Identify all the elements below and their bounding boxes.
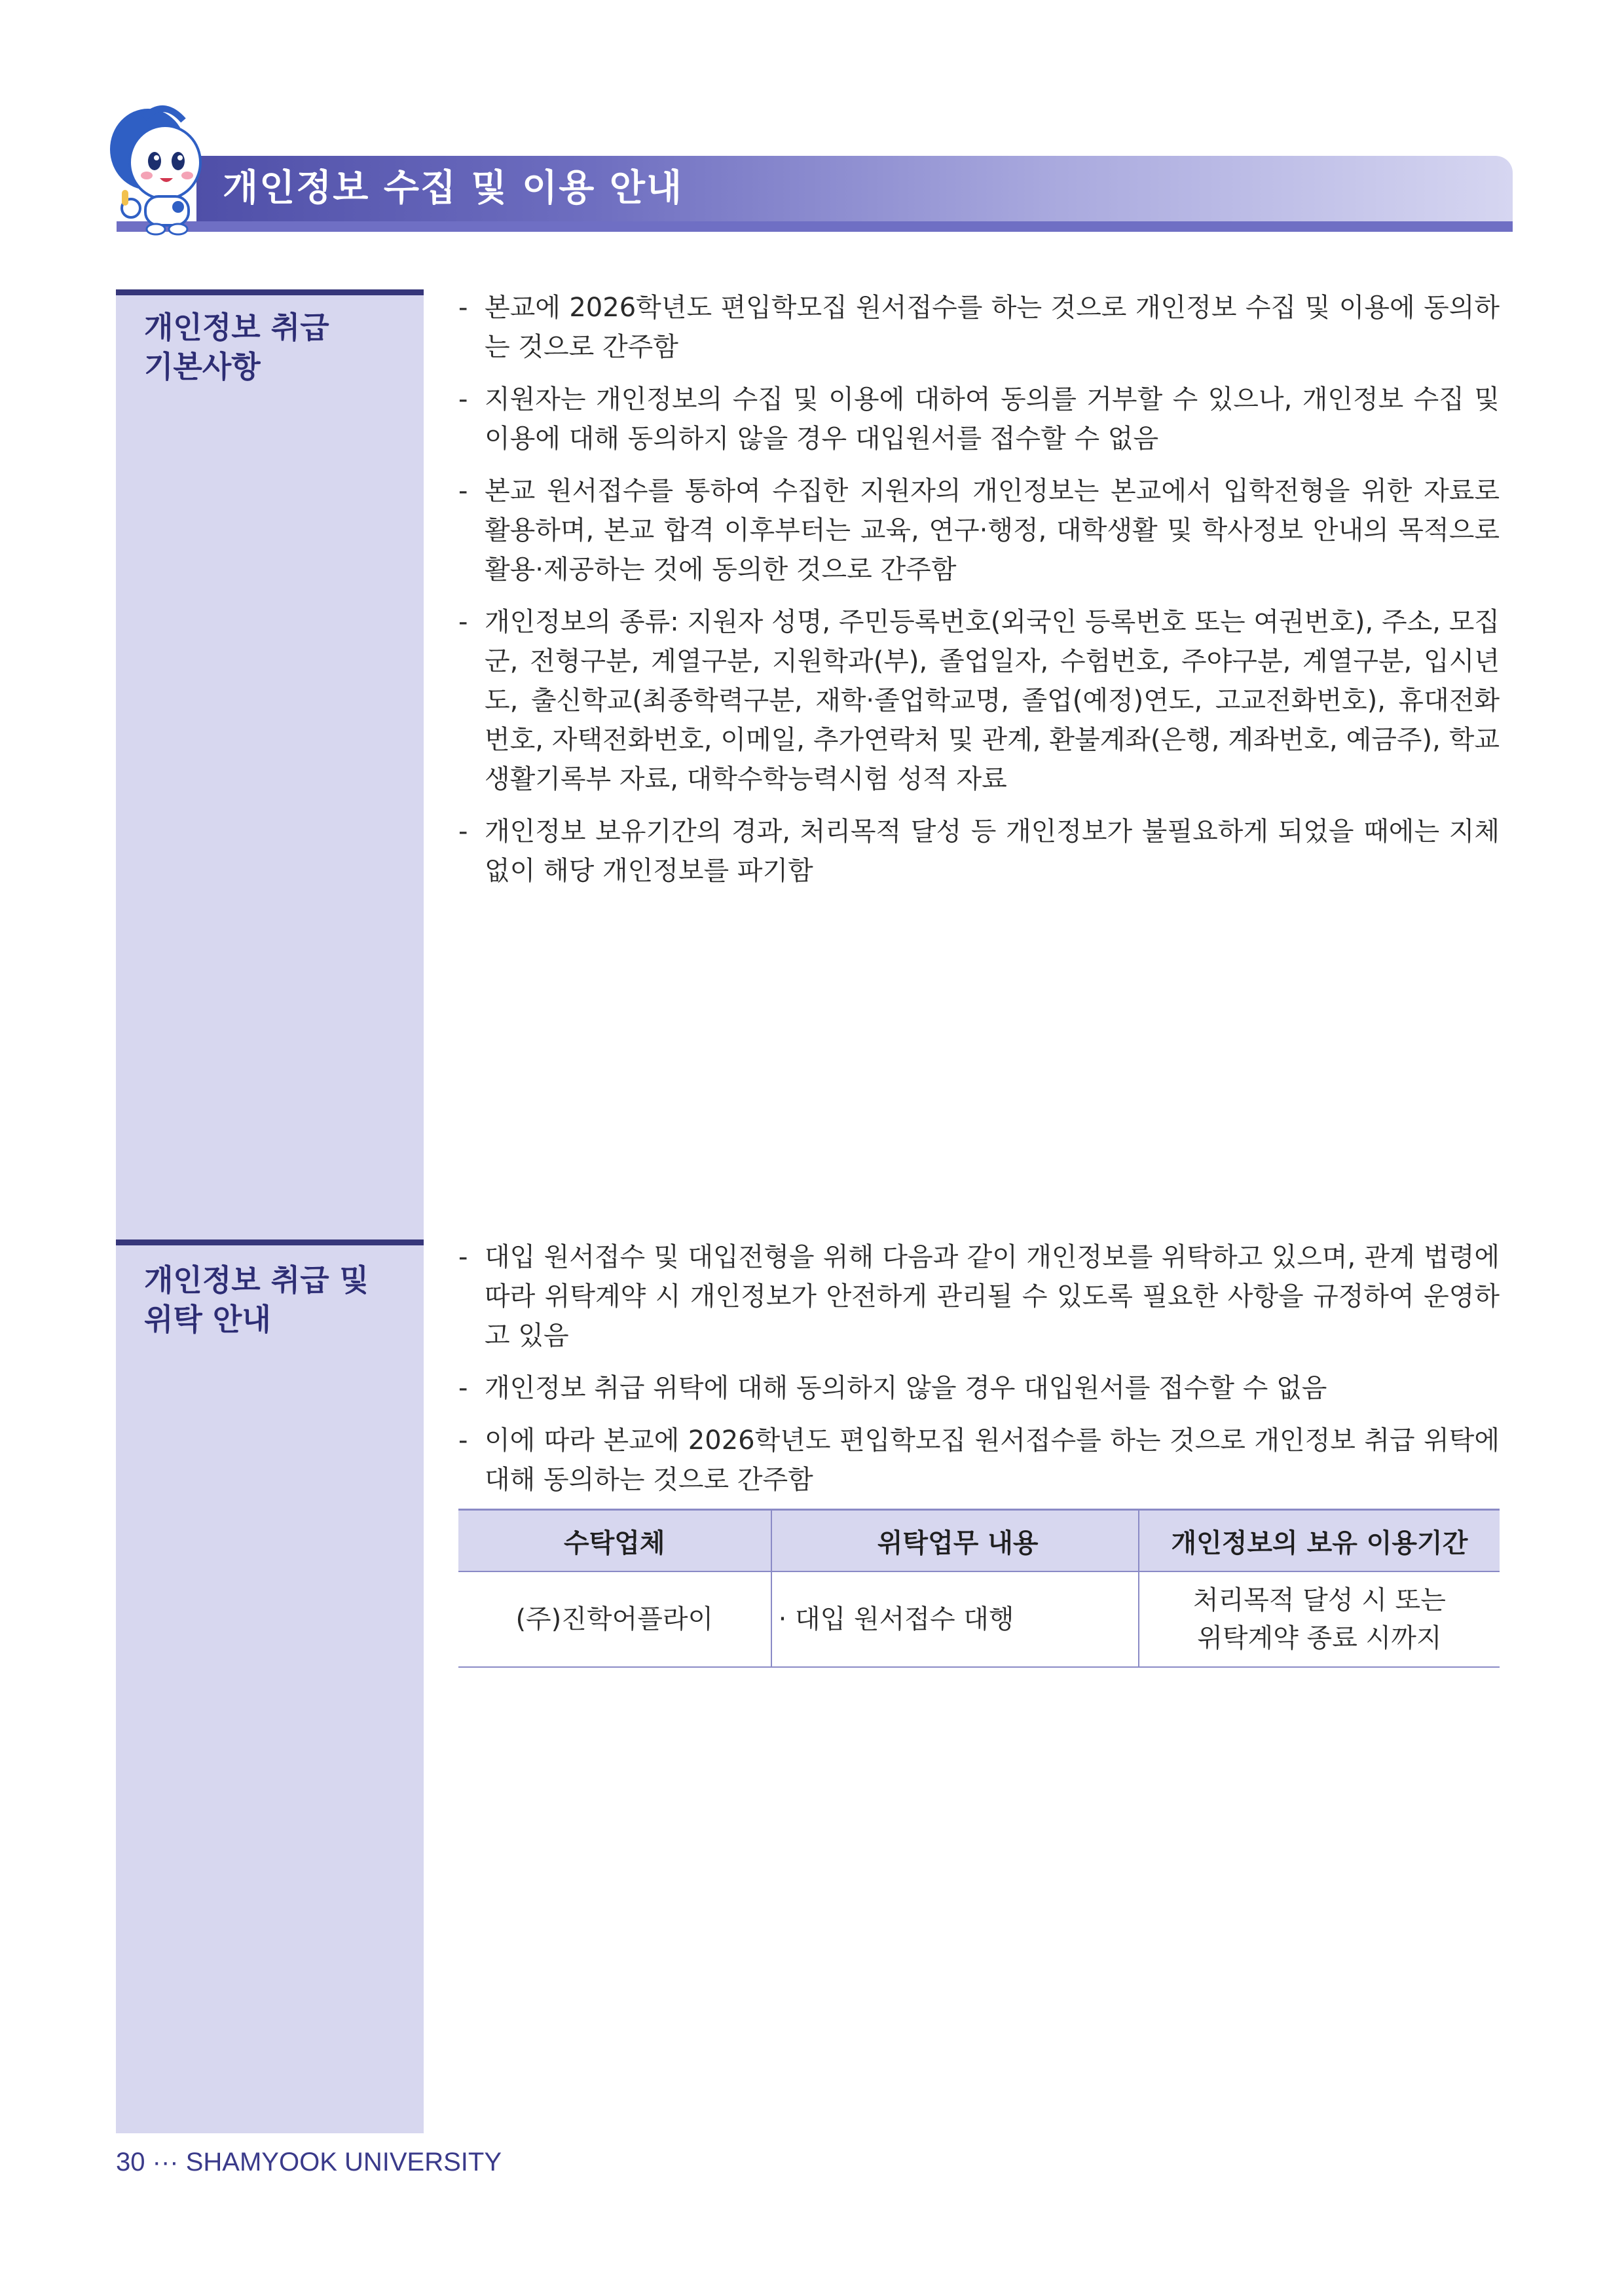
cell-company: (주)진학어플라이	[458, 1571, 771, 1667]
table-header-row	[458, 1510, 1500, 1572]
list-item: - 개인정보 보유기간의 경과, 처리목적 달성 등 개인정보가 불필요하게 되었을 때에는 지체없이 해당 개인정보를 파기함	[458, 817, 1500, 886]
list-item: - 개인정보의 종류: 지원자 성명, 주민등록번호(외국인 등록번호 또는 여권번호), 주소, 모집군, 전형구분, 계열구분, 지원학과(부), 졸업일자, 수험번호, 주야구분, 계열구분, 입시년도, 출신학교(최종학력구분, 재학·졸업학교명, 졸업(예정)연도, 고교전화번호), 휴대전화번호, 자택전화번호, 이메일, 추가연락처 및 관계, 환불계좌(은행, 계좌번호, 예금주), 학교생활기록부 자료, 대학수학능력시험 성적 자료	[458, 607, 1500, 794]
list-item: - 본교 원서접수를 통하여 수집한 지원자의 개인정보는 본교에서 입학전형을 위한 자료로 활용하며, 본교 합격 이후부터는 교육, 연구·행정, 대학생활 및 학사정보 안내의 목적으로 활용·제공하는 것에 동의한 것으로 간주함	[458, 476, 1500, 585]
column-header-period: 개인정보의 보유 이용기간	[1139, 1510, 1500, 1572]
consignment-table	[458, 1509, 1500, 1668]
list-item: - 개인정보 취급 위탁에 대해 동의하지 않을 경우 대입원서를 접수할 수 없음	[458, 1373, 1327, 1403]
cell-task: · 대입 원서접수 대행	[771, 1571, 1139, 1667]
section-heading-line: 기본사항	[144, 349, 261, 384]
section-heading-consignment	[144, 1260, 413, 1339]
section-divider	[116, 289, 424, 295]
list-item: - 대입 원서접수 및 대입전형을 위해 다음과 같이 개인정보를 위탁하고 있으며, 관계 법령에 따라 위탁계약 시 개인정보가 안전하게 관리될 수 있도록 필요한 사항을 규정하여 운영하고 있음	[458, 1242, 1500, 1351]
university-mascot-icon	[105, 98, 223, 236]
title-underline	[117, 221, 1513, 232]
section-heading-basic	[144, 308, 413, 386]
list-item: - 지원자는 개인정보의 수집 및 이용에 대하여 동의를 거부할 수 있으나, 개인정보 수집 및 이용에 대해 동의하지 않을 경우 대입원서를 접수할 수 없음	[458, 384, 1500, 454]
section-heading-line: 개인정보 취급	[144, 310, 329, 345]
page-number: 30	[116, 2148, 145, 2176]
section-content-consignment	[458, 1238, 1500, 1513]
section-divider	[116, 1239, 424, 1245]
page-header	[105, 98, 1519, 236]
column-header-task: 위탁업무 내용	[771, 1510, 1139, 1572]
list-item: - 이에 따라 본교에 2026학년도 편입학모집 원서접수를 하는 것으로 개인정보 취급 위탁에 대해 동의하는 것으로 간주함	[458, 1425, 1500, 1495]
table-row	[458, 1571, 1500, 1667]
footer-separator: ···	[152, 2148, 179, 2176]
section-heading-line: 개인정보 취급 및	[144, 1262, 369, 1298]
sidebar-column	[116, 289, 424, 2133]
section-content-basic	[458, 288, 1500, 904]
section-heading-line: 위탁 안내	[144, 1302, 271, 1337]
list-item: - 본교에 2026학년도 편입학모집 원서접수를 하는 것으로 개인정보 수집 및 이용에 동의하는 것으로 간주함	[458, 293, 1500, 362]
page-title: 개인정보 수집 및 이용 안내	[223, 167, 684, 210]
column-header-company: 수탁업체	[458, 1510, 771, 1572]
cell-period-line: 처리목적 달성 시 또는	[1192, 1585, 1446, 1615]
footer-university: SHAMYOOK UNIVERSITY	[185, 2148, 502, 2176]
cell-period-line: 위탁계약 종료 시까지	[1197, 1623, 1442, 1653]
cell-period	[1139, 1571, 1500, 1667]
page-footer	[116, 2142, 502, 2182]
